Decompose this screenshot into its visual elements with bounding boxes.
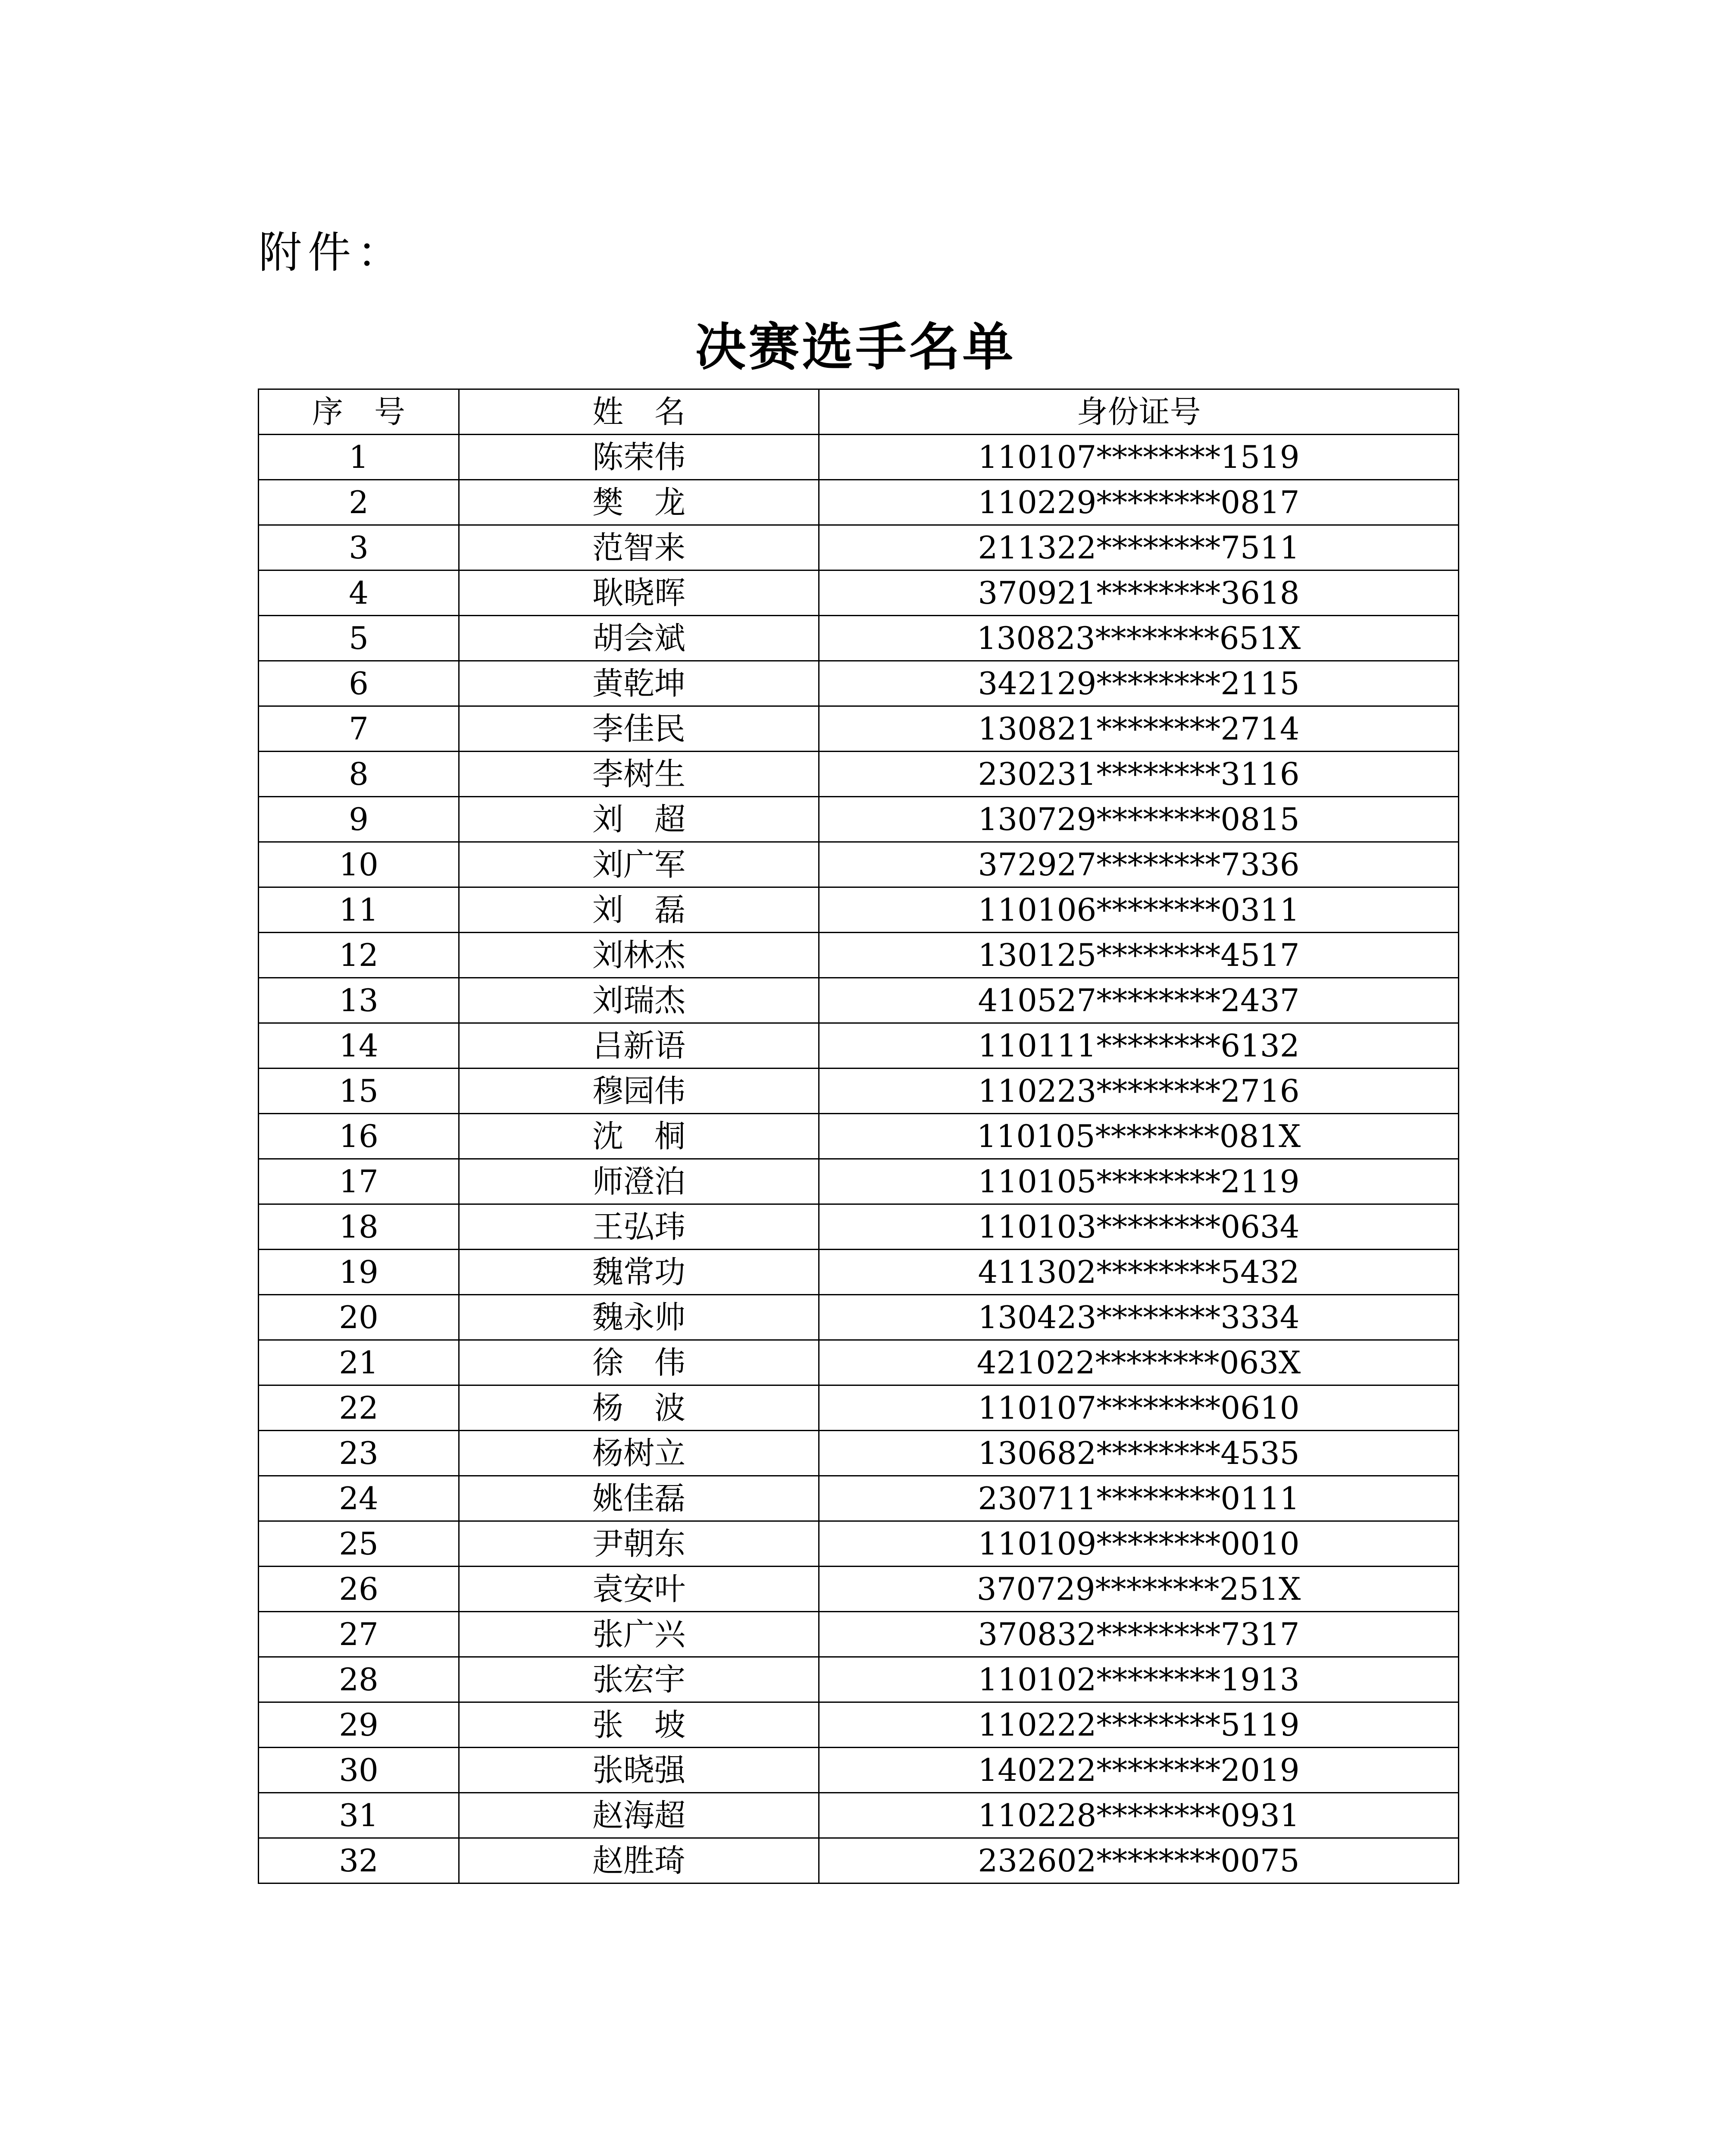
row-id-cell: 110107********1519 xyxy=(819,435,1459,480)
table-row xyxy=(259,1204,1459,1250)
table-row xyxy=(259,1295,1459,1340)
row-number-cell: 17 xyxy=(259,1159,459,1204)
row-name-cell: 师澄泊 xyxy=(459,1159,819,1204)
row-id-cell: 372927********7336 xyxy=(819,842,1459,887)
row-number-cell: 24 xyxy=(259,1476,459,1521)
row-number-cell: 27 xyxy=(259,1612,459,1657)
row-id-cell: 370921********3618 xyxy=(819,570,1459,616)
table-row xyxy=(259,1748,1459,1793)
row-id-cell: 130423********3334 xyxy=(819,1295,1459,1340)
row-name-cell: 张宏宇 xyxy=(459,1657,819,1702)
row-number-cell: 4 xyxy=(259,570,459,616)
row-name-cell: 范智来 xyxy=(459,525,819,570)
table-row xyxy=(259,1476,1459,1521)
table-row xyxy=(259,1340,1459,1385)
row-id-cell: 110105********081X xyxy=(819,1114,1459,1159)
row-id-cell: 211322********7511 xyxy=(819,525,1459,570)
row-name-cell: 杨 波 xyxy=(459,1385,819,1431)
table-row xyxy=(259,1567,1459,1612)
row-name-cell: 徐 伟 xyxy=(459,1340,819,1385)
row-name-cell: 张广兴 xyxy=(459,1612,819,1657)
table-row xyxy=(259,435,1459,480)
row-number-cell: 10 xyxy=(259,842,459,887)
row-id-cell: 230231********3116 xyxy=(819,752,1459,797)
row-number-cell: 30 xyxy=(259,1748,459,1793)
row-id-cell: 110106********0311 xyxy=(819,887,1459,933)
table-header-row xyxy=(259,389,1459,435)
page-title: 决赛选手名单 xyxy=(695,317,1016,377)
row-number-cell: 14 xyxy=(259,1023,459,1069)
row-id-cell: 110102********1913 xyxy=(819,1657,1459,1702)
row-id-cell: 110228********0931 xyxy=(819,1793,1459,1838)
row-name-cell: 袁安叶 xyxy=(459,1567,819,1612)
table-row xyxy=(259,797,1459,842)
row-number-cell: 7 xyxy=(259,706,459,752)
table-row xyxy=(259,1385,1459,1431)
row-number-cell: 19 xyxy=(259,1250,459,1295)
row-name-cell: 魏永帅 xyxy=(459,1295,819,1340)
table-row xyxy=(259,570,1459,616)
table-row xyxy=(259,525,1459,570)
row-number-cell: 13 xyxy=(259,978,459,1023)
row-name-cell: 穆园伟 xyxy=(459,1069,819,1114)
table-row xyxy=(259,752,1459,797)
row-id-cell: 110105********2119 xyxy=(819,1159,1459,1204)
row-id-cell: 130125********4517 xyxy=(819,933,1459,978)
row-name-cell: 李树生 xyxy=(459,752,819,797)
table-row xyxy=(259,933,1459,978)
row-name-cell: 魏常功 xyxy=(459,1250,819,1295)
row-id-cell: 110229********0817 xyxy=(819,480,1459,525)
row-name-cell: 刘 磊 xyxy=(459,887,819,933)
row-number-cell: 16 xyxy=(259,1114,459,1159)
row-name-cell: 尹朝东 xyxy=(459,1521,819,1567)
row-number-cell: 28 xyxy=(259,1657,459,1702)
table-row xyxy=(259,706,1459,752)
table-row xyxy=(259,616,1459,661)
table-row xyxy=(259,1521,1459,1567)
row-name-cell: 沈 桐 xyxy=(459,1114,819,1159)
row-id-cell: 411302********5432 xyxy=(819,1250,1459,1295)
table-row xyxy=(259,842,1459,887)
table-row xyxy=(259,887,1459,933)
row-number-cell: 11 xyxy=(259,887,459,933)
row-number-cell: 2 xyxy=(259,480,459,525)
row-id-cell: 130729********0815 xyxy=(819,797,1459,842)
row-number-cell: 1 xyxy=(259,435,459,480)
row-number-cell: 8 xyxy=(259,752,459,797)
row-number-cell: 9 xyxy=(259,797,459,842)
row-name-cell: 刘林杰 xyxy=(459,933,819,978)
row-id-cell: 410527********2437 xyxy=(819,978,1459,1023)
row-name-cell: 黄乾坤 xyxy=(459,661,819,706)
table-row xyxy=(259,1838,1459,1883)
finalist-table xyxy=(258,389,1459,1884)
row-id-cell: 370729********251X xyxy=(819,1567,1459,1612)
row-id-cell: 110223********2716 xyxy=(819,1069,1459,1114)
row-id-cell: 230711********0111 xyxy=(819,1476,1459,1521)
row-id-cell: 342129********2115 xyxy=(819,661,1459,706)
attachment-label: 附件： xyxy=(259,227,406,278)
row-number-cell: 6 xyxy=(259,661,459,706)
column-header-number: 序 号 xyxy=(259,389,459,435)
row-id-cell: 130682********4535 xyxy=(819,1431,1459,1476)
row-name-cell: 张 坡 xyxy=(459,1702,819,1748)
row-name-cell: 吕新语 xyxy=(459,1023,819,1069)
row-name-cell: 刘广军 xyxy=(459,842,819,887)
table-row xyxy=(259,1023,1459,1069)
row-number-cell: 32 xyxy=(259,1838,459,1883)
row-number-cell: 5 xyxy=(259,616,459,661)
row-number-cell: 21 xyxy=(259,1340,459,1385)
table-row xyxy=(259,1702,1459,1748)
table-body xyxy=(259,435,1459,1883)
row-id-cell: 370832********7317 xyxy=(819,1612,1459,1657)
row-number-cell: 25 xyxy=(259,1521,459,1567)
row-id-cell: 140222********2019 xyxy=(819,1748,1459,1793)
table-row xyxy=(259,1793,1459,1838)
row-number-cell: 12 xyxy=(259,933,459,978)
row-name-cell: 李佳民 xyxy=(459,706,819,752)
row-id-cell: 232602********0075 xyxy=(819,1838,1459,1883)
row-number-cell: 26 xyxy=(259,1567,459,1612)
row-name-cell: 杨树立 xyxy=(459,1431,819,1476)
row-name-cell: 胡会斌 xyxy=(459,616,819,661)
table-row xyxy=(259,661,1459,706)
row-number-cell: 31 xyxy=(259,1793,459,1838)
row-id-cell: 110103********0634 xyxy=(819,1204,1459,1250)
row-number-cell: 18 xyxy=(259,1204,459,1250)
row-name-cell: 姚佳磊 xyxy=(459,1476,819,1521)
table-row xyxy=(259,1657,1459,1702)
row-name-cell: 刘 超 xyxy=(459,797,819,842)
row-number-cell: 23 xyxy=(259,1431,459,1476)
row-name-cell: 赵胜琦 xyxy=(459,1838,819,1883)
row-name-cell: 赵海超 xyxy=(459,1793,819,1838)
row-number-cell: 15 xyxy=(259,1069,459,1114)
row-number-cell: 20 xyxy=(259,1295,459,1340)
row-name-cell: 陈荣伟 xyxy=(459,435,819,480)
row-name-cell: 张晓强 xyxy=(459,1748,819,1793)
table-row xyxy=(259,1250,1459,1295)
row-id-cell: 110222********5119 xyxy=(819,1702,1459,1748)
row-id-cell: 110111********6132 xyxy=(819,1023,1459,1069)
table-row xyxy=(259,1431,1459,1476)
row-id-cell: 130821********2714 xyxy=(819,706,1459,752)
table-row xyxy=(259,480,1459,525)
table-row xyxy=(259,1159,1459,1204)
row-name-cell: 王弘玮 xyxy=(459,1204,819,1250)
row-id-cell: 421022********063X xyxy=(819,1340,1459,1385)
table-row xyxy=(259,1069,1459,1114)
row-name-cell: 耿晓晖 xyxy=(459,570,819,616)
column-header-name: 姓 名 xyxy=(459,389,819,435)
row-number-cell: 3 xyxy=(259,525,459,570)
row-id-cell: 130823********651X xyxy=(819,616,1459,661)
row-number-cell: 22 xyxy=(259,1385,459,1431)
row-name-cell: 刘瑞杰 xyxy=(459,978,819,1023)
row-id-cell: 110109********0010 xyxy=(819,1521,1459,1567)
row-name-cell: 樊 龙 xyxy=(459,480,819,525)
table-row xyxy=(259,1114,1459,1159)
table-row xyxy=(259,978,1459,1023)
table-row xyxy=(259,1612,1459,1657)
row-number-cell: 29 xyxy=(259,1702,459,1748)
row-id-cell: 110107********0610 xyxy=(819,1385,1459,1431)
column-header-id: 身份证号 xyxy=(819,389,1459,435)
